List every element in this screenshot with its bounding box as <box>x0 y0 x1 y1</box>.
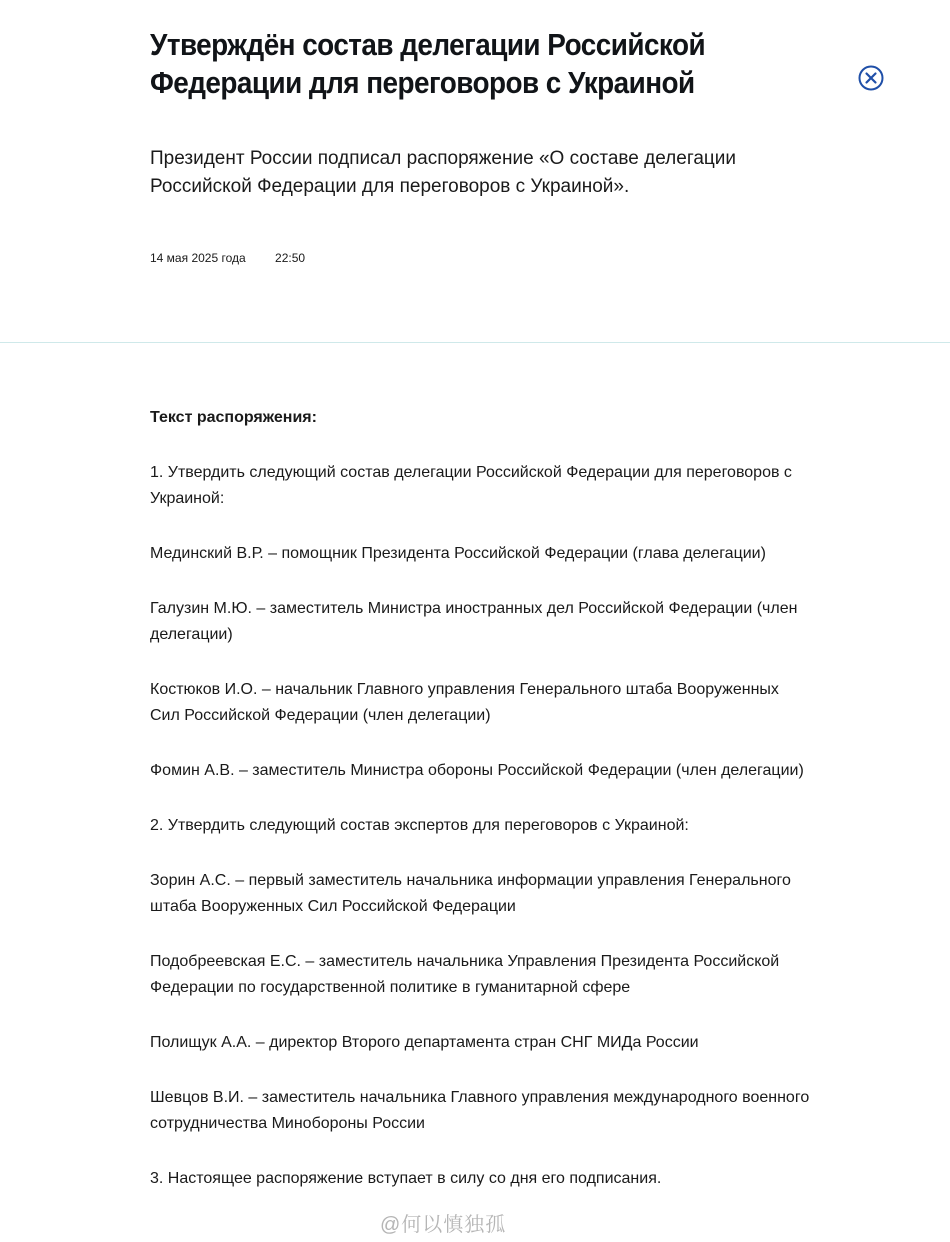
body-paragraph: Шевцов В.И. – заместитель начальника Главного управления международного военного сотрудничества Минобороны России <box>150 1089 810 1132</box>
publish-date: 14 мая 2025 года <box>150 251 246 265</box>
body-paragraph: Мединский В.Р. – помощник Президента Российской Федерации (глава делегации) <box>150 545 766 562</box>
article-body <box>150 405 810 1221</box>
article-header <box>0 0 950 343</box>
body-paragraph: Зорин А.С. – первый заместитель начальника информации управления Генерального штаба Вооруженных Сил Российской Федерации <box>150 872 791 915</box>
body-paragraph: 3. Настоящее распоряжение вступает в силу со дня его подписания. <box>150 1170 662 1187</box>
body-paragraph: 1. Утвердить следующий состав делегации Российской Федерации для переговоров с Украиной: <box>150 464 792 507</box>
close-button[interactable] <box>858 65 884 91</box>
body-paragraph: Подобреевская Е.С. – заместитель начальника Управления Президента Российской Федерации по государственной политике в гуманитарной сфере <box>150 953 780 996</box>
publish-time: 22:50 <box>275 251 306 265</box>
body-paragraph: Костюков И.О. – начальник Главного управления Генерального штаба Вооруженных Сил Российской Федерации (член делегации) <box>150 681 779 724</box>
body-paragraph: Галузин М.Ю. – заместитель Министра иностранных дел Российской Федерации (член делегации) <box>150 600 798 643</box>
body-paragraph: Полищук А.А. – директор Второго департамента стран СНГ МИДа России <box>150 1034 699 1051</box>
body-paragraph: Фомин А.В. – заместитель Министра обороны Российской Федерации (член делегации) <box>150 762 804 779</box>
body-paragraph: 2. Утвердить следующий состав экспертов для переговоров с Украиной: <box>150 817 689 834</box>
close-circle-icon <box>858 65 884 91</box>
article-meta <box>150 250 305 266</box>
article-lead: Президент России подписал распоряжение «О составе делегации Российской Федерации для переговоров с Украиной». <box>150 148 737 197</box>
watermark: @何以慎独孤 <box>380 1214 507 1236</box>
page-title: Утверждён состав делегации Российской Федерации для переговоров с Украиной <box>150 27 706 100</box>
body-heading: Текст распоряжения: <box>150 409 317 426</box>
